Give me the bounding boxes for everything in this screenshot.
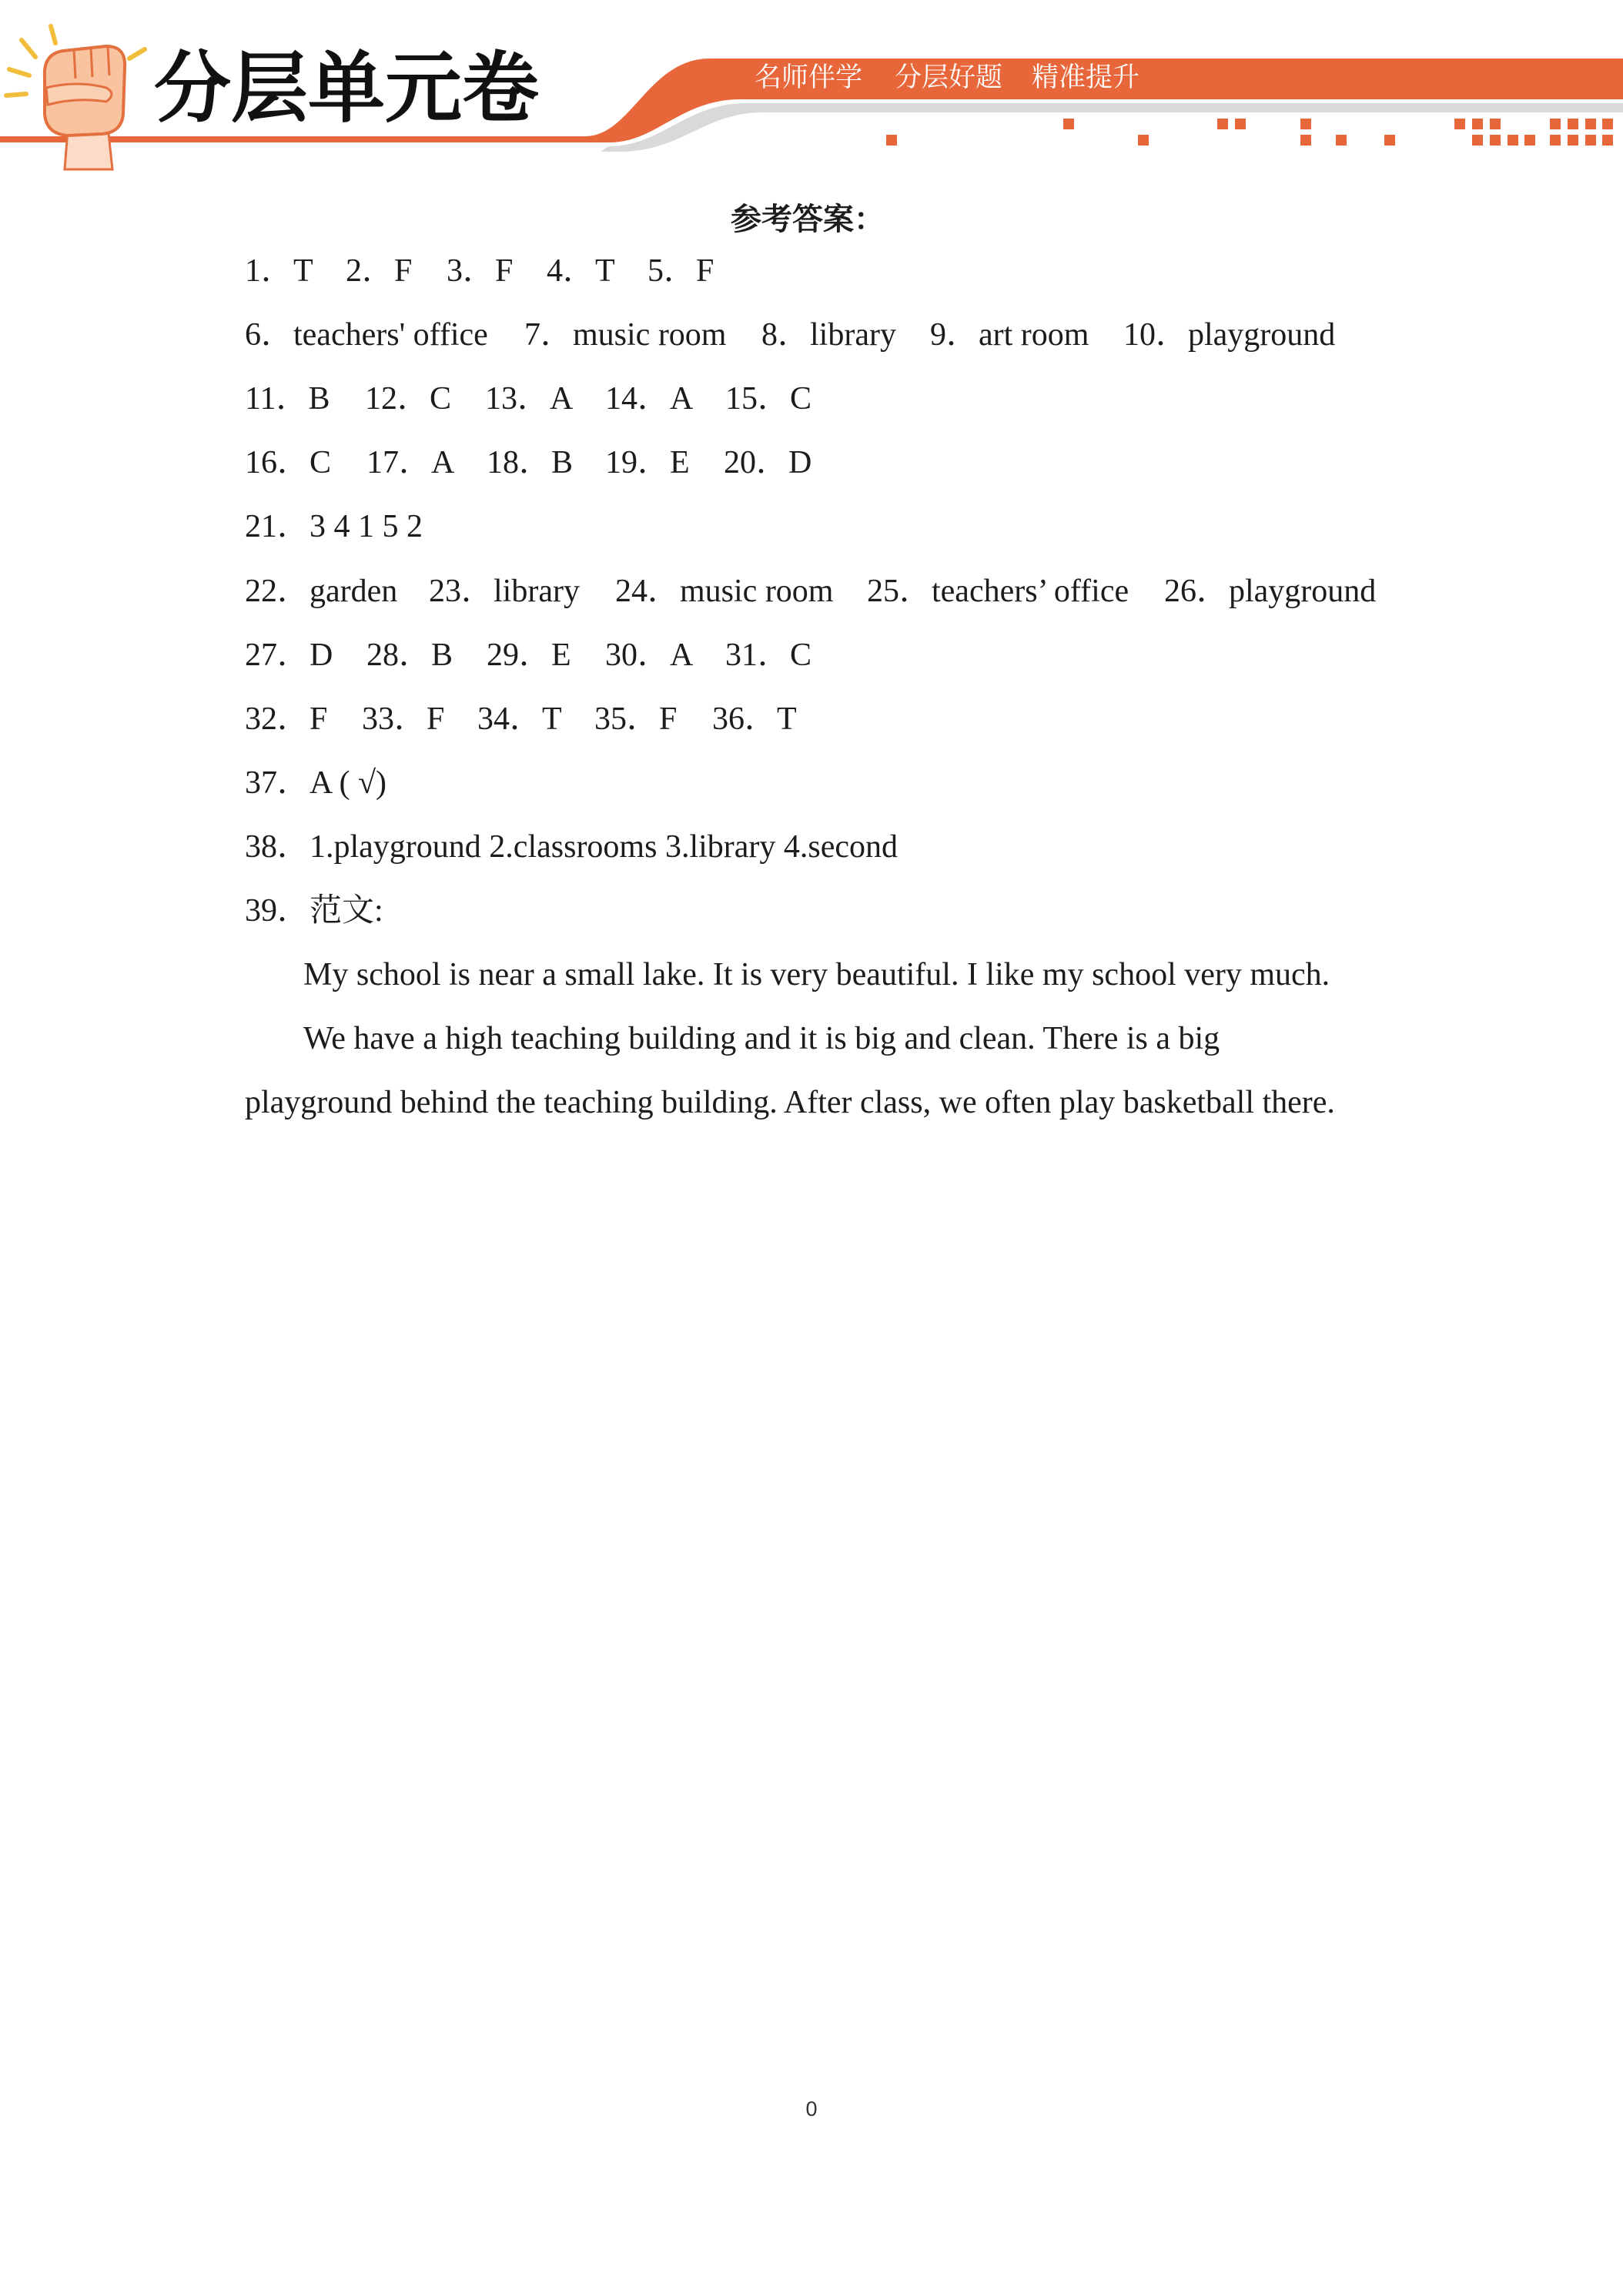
decor-square — [1490, 119, 1501, 129]
answer-item: 18．B — [487, 445, 574, 480]
ray — [22, 40, 35, 57]
answer-line — [0, 376, 1623, 422]
answer-line — [0, 888, 1623, 934]
answer-item: 19．E — [605, 445, 690, 480]
answer-item: 21．3 4 1 5 2 — [245, 509, 423, 544]
answer-item: 16．C — [245, 445, 332, 480]
finger-line — [74, 49, 75, 79]
answer-item: 27．D — [245, 638, 333, 673]
answer-item: 6．teachers' office — [245, 317, 488, 353]
answer-item: 33．F — [362, 701, 445, 737]
answer-item: 8．library — [761, 317, 896, 353]
answer-item: 32．F — [245, 701, 328, 737]
decor-square — [1490, 135, 1501, 146]
answer-item: 12．C — [365, 381, 452, 417]
answer-item: 34．T — [477, 701, 562, 737]
decor-square — [1063, 119, 1074, 129]
gray-swoosh — [601, 103, 1623, 152]
answer-item: 35．F — [594, 701, 678, 737]
decor-square — [1384, 135, 1395, 146]
raised-fist-icon — [0, 23, 154, 177]
series-title: 分层单元卷 — [154, 43, 539, 133]
decor-square — [1602, 135, 1613, 146]
decor-square — [1585, 119, 1596, 129]
decor-square — [1472, 119, 1483, 129]
decor-square — [1568, 119, 1578, 129]
decor-square — [1585, 135, 1596, 146]
page-number: 0 — [805, 2097, 818, 2120]
decor-square — [1602, 119, 1613, 129]
decor-square — [1550, 135, 1561, 146]
essay-line — [0, 1079, 1623, 1126]
answer-item: 17．A — [366, 445, 455, 480]
answer-item: 37．A ( √) — [245, 765, 387, 801]
essay-text: playground behind the teaching building. After class, we often play basketball there. — [245, 1085, 1335, 1120]
decorative-squares — [886, 119, 1613, 146]
answer-item: 4．T — [547, 253, 615, 289]
slogan-3: 精准提升 — [1032, 62, 1140, 93]
answer-line — [0, 568, 1623, 614]
answer-item: 3．F — [447, 253, 514, 289]
answer-line — [0, 760, 1623, 806]
decor-square — [886, 135, 897, 146]
decor-square — [1568, 135, 1578, 146]
answer-item: 28．B — [366, 638, 453, 673]
answer-item: 24．music room — [615, 574, 834, 609]
ray — [6, 94, 26, 95]
decor-square — [1217, 119, 1228, 129]
decor-square — [1472, 135, 1483, 146]
decor-square — [1235, 119, 1246, 129]
answer-item: 15．C — [725, 381, 812, 417]
finger-line — [91, 48, 92, 77]
essay-label: 39．范文: — [245, 893, 383, 929]
essay-line — [0, 952, 1623, 998]
ray — [51, 26, 55, 43]
essay-line — [0, 1016, 1623, 1062]
answer-item: 13．A — [485, 381, 574, 417]
answer-item: 36．T — [712, 701, 797, 737]
answer-item: 23．library — [429, 574, 580, 609]
answer-key-heading: 参考答案： — [731, 201, 885, 237]
answer-item: 22．garden — [245, 574, 398, 609]
answer-item: 1．T — [245, 253, 313, 289]
answer-line — [0, 312, 1623, 358]
finger-line — [108, 47, 109, 75]
answer-item: 5．F — [648, 253, 714, 289]
answer-line — [0, 504, 1623, 550]
answer-line — [0, 248, 1623, 294]
answer-line — [0, 632, 1623, 678]
answer-item: 2．F — [346, 253, 413, 289]
answer-item: 20．D — [724, 445, 812, 480]
answer-item: 38．1.playground 2.classrooms 3.library 4.second — [245, 829, 899, 865]
essay-text: My school is near a small lake. It is very beautiful. I like my school very much. — [303, 957, 1330, 992]
answer-item: 26．playground — [1164, 574, 1377, 609]
decor-square — [1550, 119, 1561, 129]
decor-square — [1524, 135, 1535, 146]
answer-item: 9．art room — [930, 317, 1089, 353]
answer-item: 11．B — [245, 381, 330, 417]
answer-item: 7．music room — [524, 317, 727, 353]
answer-item: 25．teachers’ office — [867, 574, 1129, 609]
ray — [9, 69, 29, 75]
decor-square — [1300, 119, 1311, 129]
decor-square — [1336, 135, 1347, 146]
answer-line — [0, 440, 1623, 486]
decor-square — [1138, 135, 1149, 146]
answer-line — [0, 824, 1623, 870]
slogan-2: 分层好题 — [895, 62, 1003, 93]
slogan-1: 名师伴学 — [755, 62, 863, 93]
answer-item: 10．playground — [1123, 317, 1336, 353]
decor-square — [1508, 135, 1518, 146]
decor-square — [1300, 135, 1311, 146]
answer-line — [0, 696, 1623, 742]
essay-text: We have a high teaching building and it is big and clean. There is a big — [303, 1021, 1220, 1056]
decor-square — [1454, 119, 1465, 129]
answer-item: 14．A — [605, 381, 694, 417]
answer-item: 29．E — [487, 638, 571, 673]
ray — [129, 49, 145, 59]
answer-item: 30．A — [605, 638, 694, 673]
answer-item: 31．C — [725, 638, 812, 673]
